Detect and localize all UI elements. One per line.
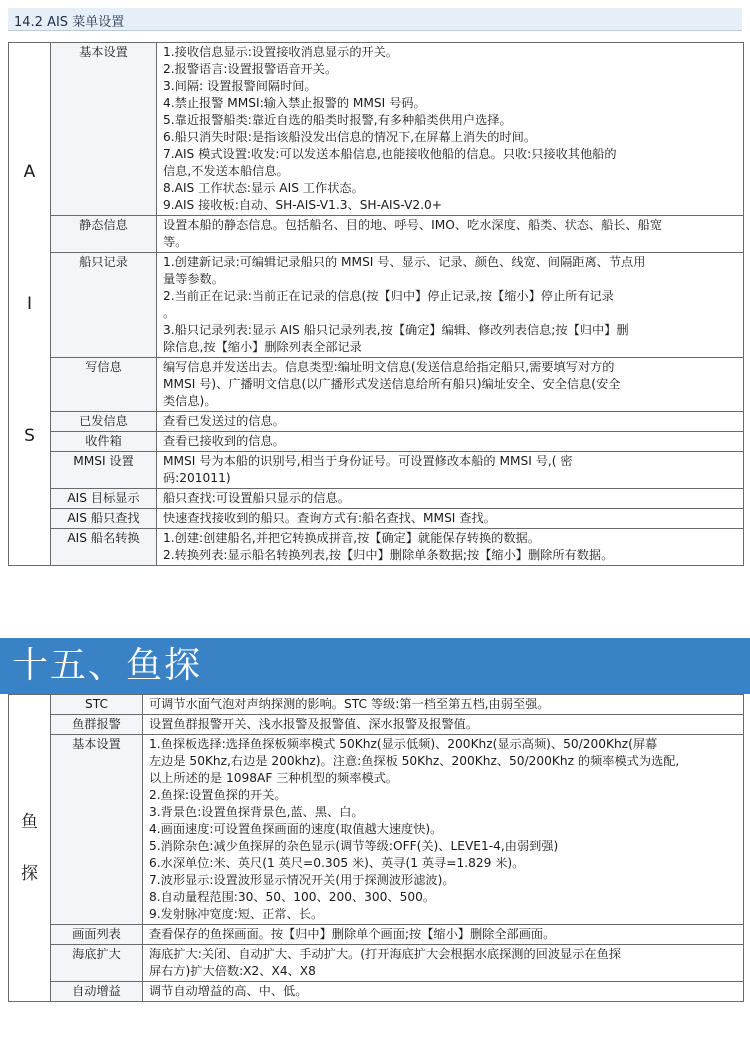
menu-item-name: 已发信息 <box>51 412 157 432</box>
table-row <box>9 982 744 1002</box>
description-line: 调节自动增益的高、中、低。 <box>149 984 308 998</box>
menu-item-description <box>157 253 744 358</box>
description-line: 4.画面速度:可设置鱼探画面的速度(取值越大速度快)。 <box>149 822 443 836</box>
description-line: 1.创建:创建船名,并把它转换成拼音,按【确定】就能保存转换的数据。 <box>163 531 540 545</box>
description-line: 7.AIS 模式设置:收发:可以发送本船信息,也能接收他船的信息。只收:只接收其他船的 <box>163 147 617 161</box>
menu-item-description <box>157 432 744 452</box>
table-row <box>9 945 744 982</box>
description-line: 设置鱼群报警开关、浅水报警及报警值、深水报警及报警值。 <box>149 717 479 731</box>
menu-item-name: AIS 船名转换 <box>51 529 157 566</box>
description-line: 查看已发送过的信息。 <box>163 414 285 428</box>
description-line: 量等参数。 <box>163 272 224 286</box>
description-line: 码:201011) <box>163 471 231 485</box>
menu-item-description <box>143 925 744 945</box>
menu-item-description <box>143 982 744 1002</box>
description-line: 。 <box>163 306 176 320</box>
ais-menu-table <box>8 42 744 566</box>
menu-item-name: STC <box>51 695 143 715</box>
ais-side-label <box>9 43 51 566</box>
table-row <box>9 529 744 566</box>
description-line: 3.背景色:设置鱼探背景色,蓝、黑、白。 <box>149 805 364 819</box>
description-line: 海底扩大:关闭、自动扩大、手动扩大。(打开海底扩大会根据水底探测的回波显示在鱼探 <box>149 947 621 961</box>
table-row <box>9 715 744 735</box>
side-label-char: S <box>24 426 35 446</box>
description-line: 屏右方)扩大倍数:X2、X4、X8 <box>149 964 316 978</box>
table-row <box>9 412 744 432</box>
description-line: 以上所述的是 1098AF 三种机型的频率模式。 <box>149 771 399 785</box>
menu-item-description <box>143 695 744 715</box>
description-line: 左边是 50Khz,右边是 200khz)。注意:鱼探板 50Khz、200Khz、50/200Khz 的频率模式为选配, <box>149 754 680 768</box>
description-line: 8.AIS 工作状态:显示 AIS 工作状态。 <box>163 181 364 195</box>
menu-item-description <box>157 509 744 529</box>
table-row <box>9 452 744 489</box>
menu-item-description <box>157 489 744 509</box>
description-line: 5.靠近报警船类:靠近自选的船类时报警,有多种船类供用户选择。 <box>163 113 512 127</box>
description-line: 5.消除杂色:减少鱼探屏的杂色显示(调节等级:OFF(关)、LEVE1-4,由弱到强) <box>149 839 559 853</box>
menu-item-name: 画面列表 <box>51 925 143 945</box>
menu-item-description <box>157 216 744 253</box>
description-line: 6.船只消失时限:是指该船没发出信息的情况下,在屏幕上消失的时间。 <box>163 130 537 144</box>
menu-item-name: 自动增益 <box>51 982 143 1002</box>
menu-item-description <box>157 358 744 412</box>
table-row <box>9 253 744 358</box>
description-line: 等。 <box>163 235 188 249</box>
side-label-char: A <box>23 162 36 182</box>
description-line: 1.鱼探板选择:选择鱼探板频率模式 50Khz(显示低频)、200Khz(显示高频)、50/200Khz(屏幕 <box>149 737 658 751</box>
description-line: 设置本船的静态信息。包括船名、目的地、呼号、IMO、吃水深度、船类、状态、船长、船宽 <box>163 218 663 232</box>
menu-item-name: AIS 目标显示 <box>51 489 157 509</box>
description-line: 6.水深单位:米、英尺(1 英尺=0.305 米)、英寻(1 英寻=1.829 米)。 <box>149 856 525 870</box>
menu-item-name: 基本设置 <box>51 735 143 925</box>
description-line: 信息,不发送本船信息。 <box>163 164 289 178</box>
menu-item-name: 收件箱 <box>51 432 157 452</box>
menu-item-name: 鱼群报警 <box>51 715 143 735</box>
menu-item-description <box>143 735 744 925</box>
menu-item-description <box>157 529 744 566</box>
description-line: 4.禁止报警 MMSI:输入禁止报警的 MMSI 号码。 <box>163 96 426 110</box>
description-line: 2.转换列表:显示船名转换列表,按【归中】删除单条数据;按【缩小】删除所有数据。 <box>163 548 614 562</box>
menu-item-description <box>157 452 744 489</box>
description-line: 快速查找接收到的船只。查询方式有:船名查找、MMSI 查找。 <box>163 511 496 525</box>
chapter-banner <box>0 638 750 694</box>
section-title: 14.2 AIS 菜单设置 <box>14 15 125 30</box>
side-label-char: 鱼 <box>21 812 38 832</box>
description-line: MMSI 号为本船的识别号,相当于身份证号。可设置修改本船的 MMSI 号,( 密 <box>163 454 573 468</box>
table-row <box>9 432 744 452</box>
table-row <box>9 489 744 509</box>
description-line: 9.AIS 接收板:自动、SH-AIS-V1.3、SH-AIS-V2.0+ <box>163 198 443 212</box>
menu-item-name: AIS 船只查找 <box>51 509 157 529</box>
table-row <box>9 216 744 253</box>
side-label-char: I <box>26 294 32 314</box>
description-line: 2.报警语言:设置报警语音开关。 <box>163 62 338 76</box>
menu-item-name: 船只记录 <box>51 253 157 358</box>
description-line: 类信息)。 <box>163 394 217 408</box>
section-title-bar <box>8 8 742 31</box>
table-row <box>9 735 744 925</box>
table-row <box>9 925 744 945</box>
description-line: 2.当前正在记录:当前正在记录的信息(按【归中】停止记录,按【缩小】停止所有记录 <box>163 289 614 303</box>
fishfinder-menu-table <box>8 694 744 1002</box>
menu-item-name: 写信息 <box>51 358 157 412</box>
description-line: 可调节水面气泡对声纳探测的影响。STC 等级:第一档至第五档,由弱至强。 <box>149 697 550 711</box>
menu-item-name: 静态信息 <box>51 216 157 253</box>
description-line: 除信息,按【缩小】删除列表全部记录 <box>163 340 362 354</box>
description-line: 编写信息并发送出去。信息类型:编址明文信息(发送信息给指定船只,需要填写对方的 <box>163 360 615 374</box>
description-line: 7.波形显示:设置波形显示情况开关(用于探测波形滤波)。 <box>149 873 455 887</box>
menu-item-name: 基本设置 <box>51 43 157 216</box>
chapter-title: 十五、鱼探 <box>12 645 203 686</box>
description-line: 3.船只记录列表:显示 AIS 船只记录列表,按【确定】编辑、修改列表信息;按【归中】删 <box>163 323 629 337</box>
table-row <box>9 695 744 715</box>
table-row <box>9 43 744 216</box>
description-line: 1.创建新记录:可编辑记录船只的 MMSI 号、显示、记录、颜色、线宽、间隔距离、节点用 <box>163 255 646 269</box>
fishfinder-side-label <box>9 695 51 1002</box>
description-line: 3.间隔: 设置报警间隔时间。 <box>163 79 317 93</box>
menu-item-description <box>143 945 744 982</box>
description-line: 查看已接收到的信息。 <box>163 434 285 448</box>
menu-item-description <box>157 412 744 432</box>
description-line: 1.接收信息显示:设置接收消息显示的开关。 <box>163 45 399 59</box>
description-line: MMSI 号)、广播明文信息(以广播形式发送信息给所有船只)编址安全、安全信息(安全 <box>163 377 621 391</box>
description-line: 8.自动量程范围:30、50、100、200、300、500。 <box>149 890 436 904</box>
description-line: 9.发射脉冲宽度:短、正常、长。 <box>149 907 324 921</box>
table-row <box>9 358 744 412</box>
side-label-char: 探 <box>21 864 38 884</box>
menu-item-name: MMSI 设置 <box>51 452 157 489</box>
description-line: 查看保存的鱼探画面。按【归中】删除单个画面;按【缩小】删除全部画面。 <box>149 927 556 941</box>
menu-item-description <box>157 43 744 216</box>
description-line: 2.鱼探:设置鱼探的开关。 <box>149 788 287 802</box>
menu-item-description <box>143 715 744 735</box>
menu-item-name: 海底扩大 <box>51 945 143 982</box>
table-row <box>9 509 744 529</box>
description-line: 船只查找:可设置船只显示的信息。 <box>163 491 350 505</box>
